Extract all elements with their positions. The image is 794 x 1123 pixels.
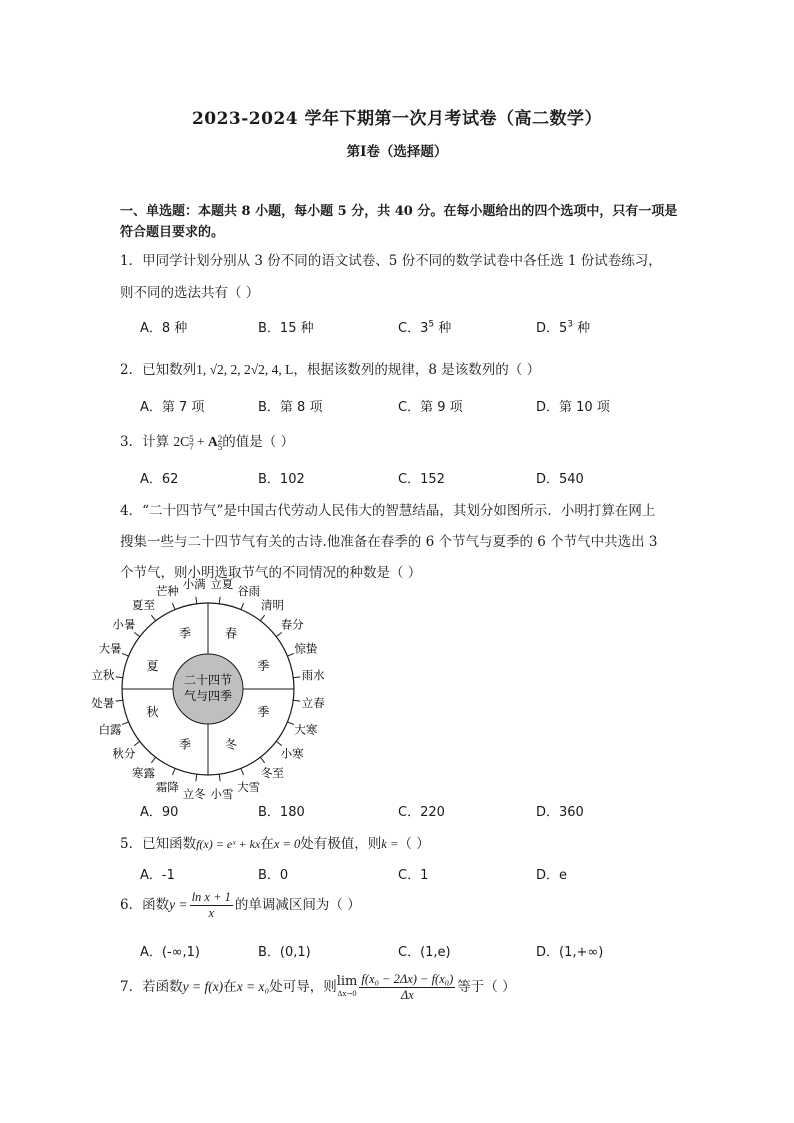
q5-option-c[interactable]: C．1: [398, 868, 429, 883]
wheel-tick: [260, 615, 264, 621]
exam-title: 2023-2024 学年下期第一次月考试卷（高二数学）: [191, 109, 603, 129]
q4-line1: 4．“二十四节气”是中国古代劳动人民伟大的智慧结晶，其划分如图所示．小明打算在网上: [120, 503, 656, 519]
wheel-season-label: 季: [179, 737, 192, 752]
q1-c-exp: 5: [428, 319, 435, 330]
solar-terms-wheel: [83, 576, 333, 802]
q7-limit: [336, 973, 358, 1000]
q3-pre: 3．计算: [120, 434, 170, 450]
q6-post: 的单调减区间为（ ）: [234, 897, 361, 913]
q1-option-b[interactable]: B．15 种: [258, 321, 314, 336]
wheel-term-label: 清明: [261, 597, 285, 612]
wheel-term-label: 秋分: [112, 746, 136, 761]
wheel-tick: [151, 757, 155, 763]
q6-option-a[interactable]: A．(-∞,1): [140, 945, 200, 960]
wheel-term-label: 小满: [182, 576, 206, 591]
wheel-term-label: 立春: [301, 695, 325, 710]
wheel-tick: [260, 757, 264, 763]
wheel-center-line2: 气与四季: [183, 689, 233, 703]
q6-fraction: [190, 890, 233, 921]
q7-lim-sub: Δx→0: [337, 989, 357, 998]
q1-d-exp: 3: [567, 319, 574, 330]
q1-option-d[interactable]: [536, 317, 590, 336]
q2-pre: 2．已知数列: [120, 362, 197, 378]
q4-line3: 个节气，则小明选取节气的不同情况的种数是（ ）: [120, 565, 422, 581]
wheel-term-label: 立秋: [91, 668, 115, 683]
q5-option-d[interactable]: D．e: [536, 868, 568, 883]
wheel-season-label: 季: [179, 626, 192, 641]
q2-sequence: 1, √2, 2, 2√2, 4, L: [196, 362, 294, 377]
q2-option-b[interactable]: B．第 8 项: [258, 400, 323, 415]
wheel-season-label: 季: [257, 659, 270, 674]
q1-line2: 则不同的选法共有（ ）: [120, 285, 260, 301]
wheel-term-label: 大雪: [237, 779, 261, 794]
q2-option-a[interactable]: A．第 7 项: [140, 400, 205, 415]
wheel-tick: [134, 741, 140, 745]
q6-line: [120, 890, 361, 921]
q7-denominator: Δx: [400, 988, 414, 1002]
q6-pre: 6．函数: [120, 897, 170, 913]
q7-fraction: [359, 972, 455, 1003]
exam-subtitle: 第Ⅰ卷（选择题）: [346, 144, 448, 160]
q2-post: ，根据该数列的规律，8 是该数列的（ ）: [293, 362, 541, 378]
q4-option-b[interactable]: B．180: [258, 805, 305, 820]
q1-d-base: D．5: [536, 321, 568, 336]
q1-c-unit: 种: [434, 321, 452, 336]
q7-post: 等于（ ）: [457, 979, 516, 995]
q7-lim-word: lim: [336, 973, 358, 989]
q2-option-d[interactable]: D．第 10 项: [536, 400, 610, 415]
wheel-term-label: 处暑: [91, 695, 115, 710]
wheel-term-label: 芒种: [155, 584, 179, 599]
q3-option-b[interactable]: B．102: [258, 472, 305, 487]
wheel-tick: [196, 597, 197, 604]
wheel-season-label: 春: [224, 626, 237, 641]
q5-function: f(x) = eˣ + kx: [196, 837, 261, 851]
wheel-term-label: 春分: [280, 617, 304, 632]
wheel-term-label: 白露: [98, 722, 122, 737]
q2-line: [120, 358, 540, 378]
wheel-term-label: 立夏: [210, 576, 234, 591]
q5-k: k =: [381, 837, 399, 851]
q3-option-d[interactable]: D．540: [536, 472, 584, 487]
q6-option-d[interactable]: D．(1,+∞): [536, 945, 604, 960]
wheel-season-label: 秋: [146, 704, 159, 719]
wheel-term-label: 霜降: [155, 779, 179, 794]
q7-function: y = f(x): [182, 979, 224, 994]
q7-numerator: f(x₀ − 2Δx) − f(x₀): [361, 972, 454, 986]
q7-mid: 在: [223, 979, 237, 995]
wheel-term-label: 立冬: [182, 787, 206, 802]
wheel-term-label: 谷雨: [237, 584, 261, 599]
wheel-tick: [293, 677, 300, 678]
q1-line1: 1．甲同学计划分别从 3 份不同的语文试卷、5 份不同的数学试卷中各任选 1 份试卷练习，: [120, 253, 662, 269]
wheel-term-label: 小寒: [280, 746, 304, 761]
wheel-tick: [219, 774, 220, 781]
q4-option-a[interactable]: A．90: [140, 805, 179, 820]
wheel-tick: [122, 653, 128, 656]
wheel-tick: [116, 700, 123, 701]
q5-mid: 在: [260, 836, 274, 852]
wheel-term-label: 小暑: [112, 617, 136, 632]
wheel-term-label: 大暑: [98, 641, 122, 656]
wheel-term-label: 夏至: [131, 597, 155, 612]
q5-option-b[interactable]: B．0: [258, 868, 289, 883]
wheel-tick: [293, 700, 300, 701]
wheel-tick: [134, 632, 140, 636]
q3-post: 的值是（ ）: [222, 434, 295, 450]
wheel-tick: [276, 741, 282, 745]
wheel-tick: [122, 722, 128, 725]
wheel-tick: [219, 597, 220, 604]
wheel-term-label: 寒露: [131, 766, 155, 781]
wheel-season-label: 夏: [146, 659, 159, 674]
q1-c-base: C．3: [398, 321, 429, 336]
q1-option-c[interactable]: [398, 317, 451, 336]
wheel-term-label: 惊蛰: [294, 641, 318, 656]
q5-option-a[interactable]: A．-1: [140, 868, 175, 883]
q5-line: [120, 832, 430, 852]
q7-line: [120, 972, 516, 1003]
q1-d-unit: 种: [573, 321, 591, 336]
q3-option-c[interactable]: C．152: [398, 472, 445, 487]
wheel-tick: [172, 603, 175, 609]
q6-option-c[interactable]: C．(1,e): [398, 945, 451, 960]
q3-expression: 2C 5 7 + A 2 5: [173, 433, 223, 452]
q5-post: 处有极值，则: [300, 836, 382, 852]
wheel-season-label: 季: [257, 704, 270, 719]
q7-condition: x = x₀: [236, 979, 270, 994]
wheel-tick: [196, 774, 197, 781]
wheel-season-label: 冬: [224, 737, 237, 752]
q5-end: （ ）: [398, 836, 430, 852]
q5-pre: 5．已知函数: [120, 836, 197, 852]
q5-condition: x = 0: [273, 837, 301, 851]
q1-option-a[interactable]: A．8 种: [140, 321, 188, 336]
wheel-term-label: 小雪: [210, 787, 234, 802]
section-heading: 一、单选题：本题共 8 小题，每小题 5 分，共 40 分。在每小题给出的四个选项中，只有一项是符合题目要求的。: [120, 204, 678, 240]
wheel-tick: [151, 615, 155, 621]
q2-option-c[interactable]: C．第 9 项: [398, 400, 463, 415]
q6-numerator: ln x + 1: [191, 890, 231, 904]
q3-line: [120, 430, 294, 451]
q7-pre: 7．若函数: [120, 979, 183, 995]
q7-mid2: 处可导，则: [269, 979, 337, 995]
wheel-tick: [241, 768, 244, 774]
q4-line2: 搜集一些与二十四节气有关的古诗.他准备在春季的 6 个节气与夏季的 6 个节气中共选出 3: [120, 534, 658, 550]
q6-denominator: x: [208, 906, 215, 920]
wheel-tick: [172, 768, 175, 774]
wheel-tick: [276, 632, 282, 636]
wheel-center-line1: 二十四节: [183, 673, 233, 687]
q4-option-c[interactable]: C．220: [398, 805, 445, 820]
wheel-tick: [287, 653, 293, 656]
q6-y: y =: [169, 897, 188, 912]
wheel-tick: [116, 677, 123, 678]
q6-option-b[interactable]: B．(0,1): [258, 945, 311, 960]
wheel-tick: [287, 722, 293, 725]
wheel-term-label: 大寒: [294, 722, 318, 737]
wheel-tick: [241, 603, 244, 609]
q3-option-a[interactable]: A．62: [140, 472, 179, 487]
q4-option-d[interactable]: D．360: [536, 805, 584, 820]
wheel-term-label: 冬至: [261, 766, 285, 781]
wheel-term-label: 雨水: [301, 668, 325, 683]
